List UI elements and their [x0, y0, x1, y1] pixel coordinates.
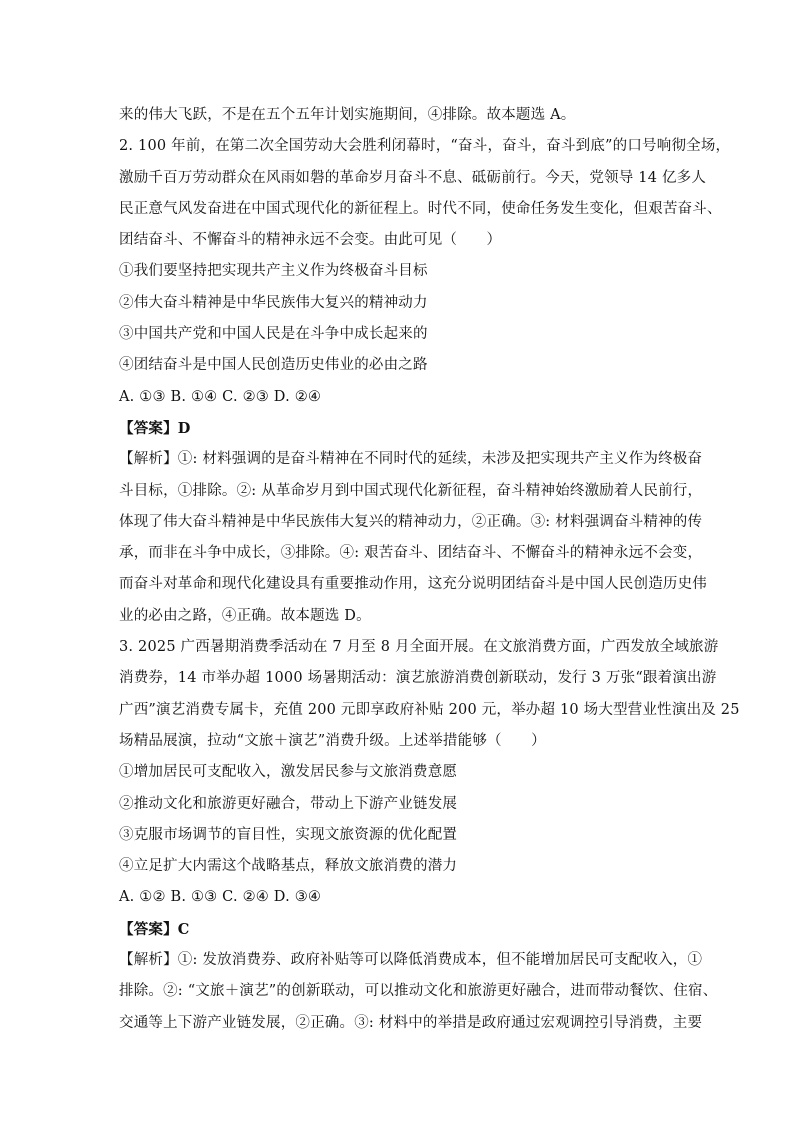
- option-item: ③中国共产党和中国人民是在斗争中成长起来的: [119, 326, 428, 343]
- option-item: ②伟大奋斗精神是中华民族伟大复兴的精神动力: [119, 294, 428, 311]
- explanation-line: 【解析】①: 材料强调的是奋斗精神在不同时代的延续，未涉及把实现共产主义作为终极奋: [119, 451, 703, 468]
- explanation-line: 而奋斗对革命和现代化建设具有重要推动作用，这充分说明团结奋斗是中国人民创造历史伟: [119, 576, 707, 593]
- option-item: ④团结奋斗是中国人民创造历史伟业的必由之路: [119, 357, 428, 374]
- option-item: ②推动文化和旅游更好融合，带动上下游产业链发展: [119, 795, 458, 812]
- explanation-line: 斗目标，①排除。②: 从革命岁月到中国式现代化新征程，奋斗精神始终激励着人民前行，: [119, 482, 703, 499]
- text-line: 来的伟大飞跃，不是在五个五年计划实施期间，④排除。故本题选 A。: [119, 107, 576, 123]
- option-item: ①我们要坚持把实现共产主义作为终极奋斗目标: [119, 263, 428, 280]
- text-line: 消费券，14 市举办超 1000 场暑期活动：演艺旅游消费创新联动，发行 3 万张“跟着演出游: [119, 670, 717, 687]
- explanation-line: 排除。②: “文旅＋演艺”的创新联动，可以推动文化和旅游更好融合，进而带动餐饮、住宿、: [119, 983, 718, 1000]
- question-3-stem: 3. 2025 广西暑期消费季活动在 7 月至 8 月全面开展。在文旅消费方面，广西发放全域旅游: [119, 639, 719, 656]
- answer-label: 【答案】D: [119, 419, 191, 437]
- question-2-stem: 2. 100 年前，在第二次全国劳动大会胜利闭幕时，“奋斗，奋斗，奋斗到底”的口号响彻全场，: [119, 138, 731, 155]
- answer-choices: A. ①③ B. ①④ C. ②③ D. ②④: [119, 388, 322, 405]
- explanation-line: 承，而非在斗争中成长，③排除。④: 艰苦奋斗、团结奋斗、不懈奋斗的精神永远不会变，: [119, 545, 703, 562]
- explanation-line: 业的必由之路，④正确。故本题选 D。: [119, 607, 371, 624]
- document-page: [119, 100, 740, 1039]
- text-line: 场精品展演，拉动“文旅＋演艺”消费升级。上述举措能够（ ）: [119, 732, 546, 749]
- text-line: 广西”演艺消费专属卡，充值 200 元即享政府补贴 200 元，举办超 10 场大型营业性演出及 25: [119, 701, 740, 718]
- text-line: 团结奋斗、不懈奋斗的精神永远不会变。由此可见（ ）: [119, 232, 502, 249]
- explanation-line: 【解析】①: 发放消费券、政府补贴等可以降低消费成本，但不能增加居民可支配收入，①: [119, 952, 703, 969]
- option-item: ③克服市场调节的盲目性，实现文旅资源的优化配置: [119, 826, 458, 843]
- text-line: 激励千百万劳动群众在风雨如磐的革命岁月奋斗不息、砥砺前行。今天，党领导 14 亿多人: [119, 169, 707, 186]
- text-line: 民正意气风发奋进在中国式现代化的新征程上。时代不同，使命任务发生变化，但艰苦奋斗、: [119, 200, 722, 217]
- explanation-line: 体现了伟大奋斗精神是中华民族伟大复兴的精神动力，②正确。③: 材料强调奋斗精神的传: [119, 513, 703, 530]
- answer-choices: A. ①② B. ①③ C. ②④ D. ③④: [119, 889, 322, 906]
- option-item: ①增加居民可支配收入，激发居民参与文旅消费意愿: [119, 764, 458, 781]
- answer-label: 【答案】C: [119, 920, 190, 938]
- option-item: ④立足扩大内需这个战略基点，释放文旅消费的潜力: [119, 858, 458, 875]
- explanation-line: 交通等上下游产业链发展，②正确。③: 材料中的举措是政府通过宏观调控引导消费，主要: [119, 1014, 703, 1031]
